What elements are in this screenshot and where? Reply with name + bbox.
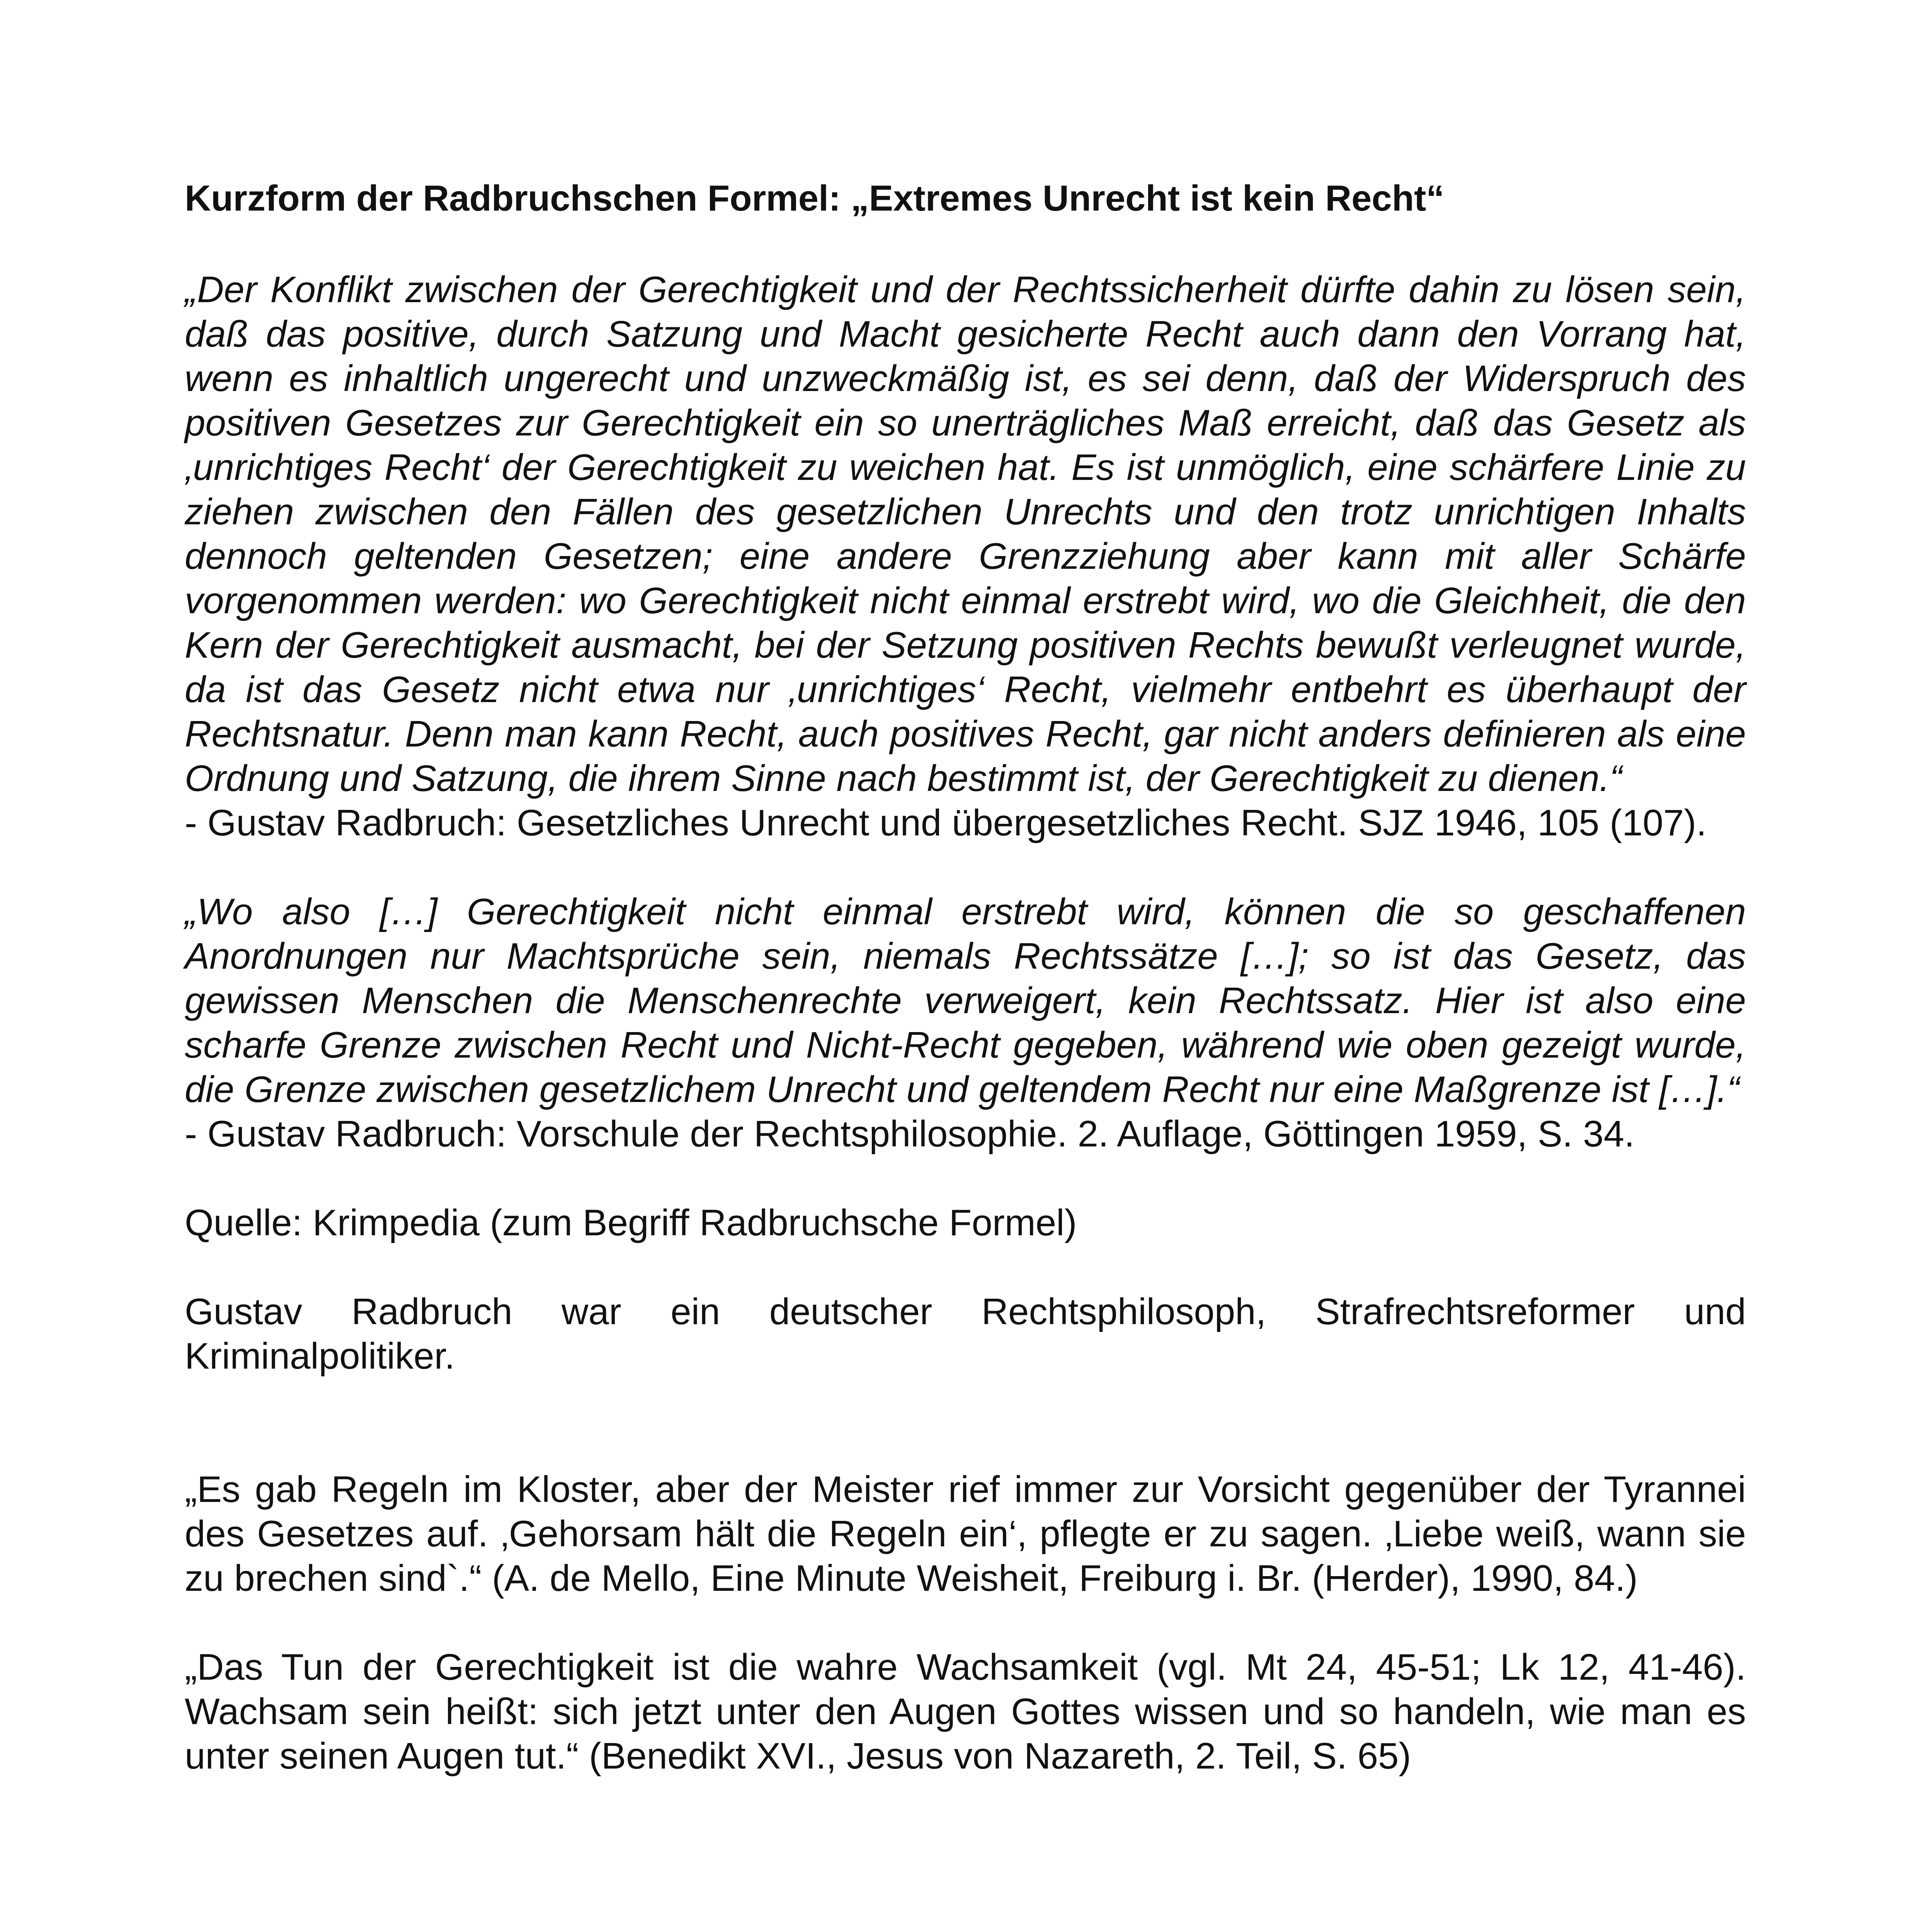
radbruch-quote-1: „Der Konflikt zwischen der Gerechtigkeit und der Rechtssicherheit dürfte dahin zu lösen sein, daß das positive, durch Satzung und Macht gesicherte Recht auch dann den Vorrang hat, wenn es inhaltlich ungerecht und unzweckmäßig ist, es sei denn, daß der Widerspruch des positiven Gesetzes zur Gerechtigkeit ein so unerträgliches Maß erreicht, daß das Gesetz als ‚unrichtiges Recht‘ der Gerechtigkeit zu weichen hat. Es ist unmöglich, eine schärfere Linie zu ziehen zwischen den Fällen des gesetzlichen Unrechts und den trotz unrichtigen Inhalts dennoch geltenden Gesetzen; eine andere Grenzziehung aber kann mit aller Schärfe vorgenommen werden: wo Gerechtigkeit nicht einmal erstrebt wird, wo die Gleichheit, die den Kern der Gerechtigkeit ausmacht, bei der Setzung positiven Rechts bewußt verleugnet wurde, da ist das Gesetz nicht etwa nur ‚unrichtiges‘ Recht, vielmehr entbehrt es überhaupt der Rechtsnatur. Denn man kann Recht, auch positives Recht, gar nicht anders definieren als eine Ordnung und Satzung, die ihrem Sinne nach bestimmt ist, der Gerechtigkeit zu dienen.“ bbox=[185, 269, 1746, 799]
benedikt-quote: „Das Tun der Gerechtigkeit ist die wahre Wachsamkeit (vgl. Mt 24, 45-51; Lk 12, 41-46). Wachsam sein heißt: sich jetzt unter den Augen Gottes wissen und so handeln, wie man es unter seinen Augen tut.“ (Benedikt XVI., Jesus von Nazareth, 2. Teil, S. 65) bbox=[185, 1646, 1746, 1777]
page-content bbox=[185, 176, 1746, 1778]
radbruch-bio: Gustav Radbruch war ein deutscher Rechtsphilosoph, Strafrechtsreformer und Kriminalpolitiker. bbox=[185, 1291, 1746, 1377]
spacer bbox=[185, 845, 1746, 889]
source-note: Quelle: Krimpedia (zum Begriff Radbruchsche Formel) bbox=[185, 1202, 1077, 1243]
mello-quote: „Es gab Regeln im Kloster, aber der Meister rief immer zur Vorsicht gegenüber der Tyrannei des Gesetzes auf. ‚Gehorsam hält die Regeln ein‘, pflegte er zu sagen. ‚Liebe weiß, wann sie zu brechen sind`.“ (A. de Mello, Eine Minute Weisheit, Freiburg i. Br. (Herder), 1990, 84.) bbox=[185, 1469, 1746, 1599]
section-heading: Kurzform der Radbruchschen Formel: „Extremes Unrecht ist kein Recht“ bbox=[185, 178, 1445, 218]
spacer bbox=[185, 1600, 1746, 1645]
spacer bbox=[185, 1245, 1746, 1289]
spacer bbox=[185, 1378, 1746, 1467]
radbruch-citation-2: - Gustav Radbruch: Vorschule der Rechtsphilosophie. 2. Auflage, Göttingen 1959, S. 34. bbox=[185, 1113, 1635, 1155]
radbruch-quote-2: „Wo also […] Gerechtigkeit nicht einmal erstrebt wird, können die so geschaffenen Anordnungen nur Machtsprüche sein, niemals Rechtssätze […]; so ist das Gesetz, das gewissen Menschen die Menschenrechte verweigert, kein Rechtssatz. Hier ist also eine scharfe Grenze zwischen Recht und Nicht-Recht gegeben, während wie oben gezeigt wurde, die Grenze zwischen gesetzlichem Unrecht und geltendem Recht nur eine Maßgrenze ist […].“ bbox=[185, 891, 1746, 1110]
spacer bbox=[185, 1156, 1746, 1201]
radbruch-citation-1: - Gustav Radbruch: Gesetzliches Unrecht und übergesetzliches Recht. SJZ 1946, 105 (107). bbox=[185, 802, 1707, 844]
